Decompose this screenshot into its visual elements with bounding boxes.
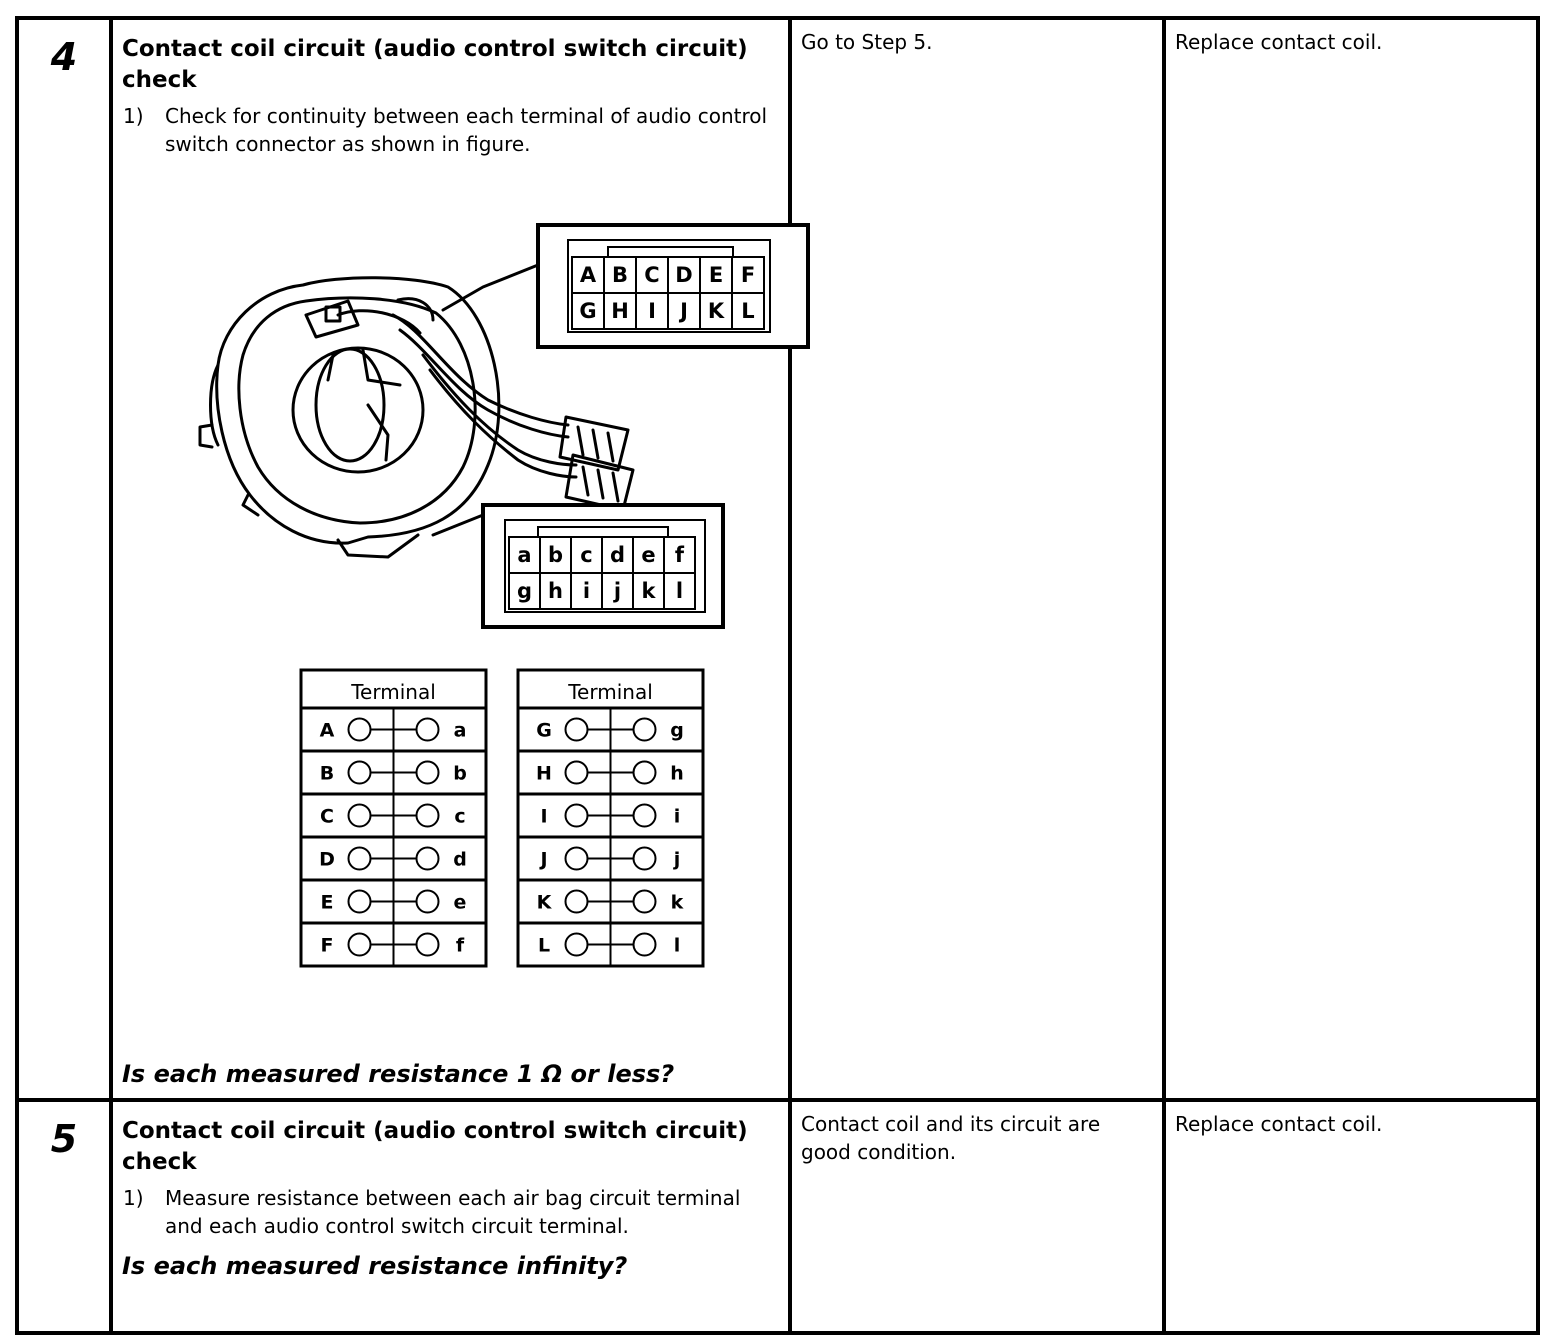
terminal-label: E [320, 891, 334, 914]
instruction-text: Check for continuity between each terminal of audio control switch connector as shown in figure. [165, 104, 768, 156]
terminal-label: K [707, 299, 725, 323]
yes-result: Contact coil and its circuit are good condition. [790, 1100, 1164, 1333]
terminal-label: I [540, 805, 548, 828]
terminal-label: e [641, 543, 656, 567]
step-action-cell [111, 1100, 790, 1333]
terminal-label: f [674, 543, 685, 567]
upper-connector-grid [572, 257, 764, 329]
step-title: Contact coil circuit (audio control switch circuit) check [122, 1118, 748, 1175]
terminal-label: g [670, 719, 684, 742]
terminal-label: C [320, 805, 334, 828]
terminal-label: G [536, 719, 552, 742]
terminal-node [566, 934, 588, 956]
lower-connector-grid [509, 537, 695, 609]
contact-coil-figure [188, 205, 756, 1005]
step-question: Is each measured resistance 1 Ω or less? [122, 1060, 675, 1088]
terminal-label: F [320, 934, 334, 957]
step-action-cell [111, 18, 790, 1100]
terminal-label: j [673, 848, 681, 871]
terminal-node [566, 719, 588, 741]
terminal-label: E [708, 263, 724, 287]
terminal-label: L [537, 934, 551, 957]
terminal-label: k [670, 891, 684, 914]
terminal-node [349, 891, 371, 913]
step-instruction [123, 1184, 778, 1240]
terminal-label: J [540, 848, 548, 871]
terminal-node [417, 934, 439, 956]
terminal-label: j [613, 579, 622, 603]
terminal-label: h [670, 762, 684, 785]
terminal-node [566, 805, 588, 827]
terminal-label: K [536, 891, 552, 914]
terminal-node [349, 762, 371, 784]
terminal-label: A [319, 719, 335, 742]
table-header: Terminal [351, 680, 436, 704]
terminal-node [349, 805, 371, 827]
terminal-node [634, 719, 656, 741]
table-header: Terminal [568, 680, 653, 704]
terminal-node [634, 762, 656, 784]
terminal-label: i [673, 805, 681, 828]
terminal-node [417, 848, 439, 870]
terminal-node [634, 934, 656, 956]
terminal-label: b [453, 762, 467, 785]
terminal-label: J [680, 299, 688, 323]
instruction-text: Measure resistance between each air bag circuit terminal and each audio control switch circuit terminal. [165, 1186, 741, 1238]
terminal-label: l [673, 934, 681, 957]
continuity-tables [301, 670, 703, 966]
terminal-node [566, 848, 588, 870]
terminal-label: F [740, 263, 756, 287]
step-row-4 [17, 18, 1538, 1100]
instruction-number: 1) [123, 104, 144, 128]
terminal-label: C [644, 263, 660, 287]
terminal-label: a [453, 719, 467, 742]
terminal-label: c [580, 543, 593, 567]
terminal-node [417, 891, 439, 913]
terminal-label: g [516, 579, 533, 603]
terminal-node [417, 719, 439, 741]
terminal-label: I [648, 299, 656, 323]
step-number: 5 [17, 1100, 111, 1333]
terminal-label: h [548, 579, 563, 603]
terminal-node [417, 762, 439, 784]
terminal-node [349, 934, 371, 956]
terminal-label: i [582, 579, 591, 603]
no-result: Replace contact coil. [1164, 1100, 1538, 1333]
diagnosis-table [15, 16, 1540, 1335]
step-row-5 [17, 1100, 1538, 1333]
terminal-label: f [455, 934, 465, 957]
terminal-label: d [609, 543, 626, 567]
step-number: 4 [17, 18, 111, 1100]
step-instruction [123, 102, 778, 158]
terminal-node [566, 762, 588, 784]
terminal-label: d [453, 848, 467, 871]
terminal-node [634, 848, 656, 870]
terminal-label: c [454, 805, 466, 828]
no-result: Replace contact coil. [1164, 18, 1538, 1100]
terminal-label: l [675, 579, 684, 603]
terminal-label: b [547, 543, 564, 567]
terminal-label: B [611, 263, 629, 287]
terminal-label: G [579, 299, 597, 323]
terminal-label: H [536, 762, 552, 785]
step-question: Is each measured resistance infinity? [122, 1252, 628, 1280]
terminal-label: e [453, 891, 467, 914]
terminal-label: k [641, 579, 656, 603]
terminal-label: H [611, 299, 629, 323]
terminal-node [634, 891, 656, 913]
instruction-number: 1) [123, 1186, 144, 1210]
terminal-label: a [517, 543, 532, 567]
terminal-label: L [741, 299, 755, 323]
terminal-label: D [319, 848, 335, 871]
terminal-label: B [319, 762, 335, 785]
terminal-node [417, 805, 439, 827]
terminal-node [349, 719, 371, 741]
terminal-node [349, 848, 371, 870]
yes-result: Go to Step 5. [790, 18, 1164, 1100]
terminal-label: D [675, 263, 693, 287]
terminal-node [566, 891, 588, 913]
terminal-label: A [579, 263, 597, 287]
terminal-node [634, 805, 656, 827]
step-title: Contact coil circuit (audio control switch circuit) check [122, 36, 748, 93]
